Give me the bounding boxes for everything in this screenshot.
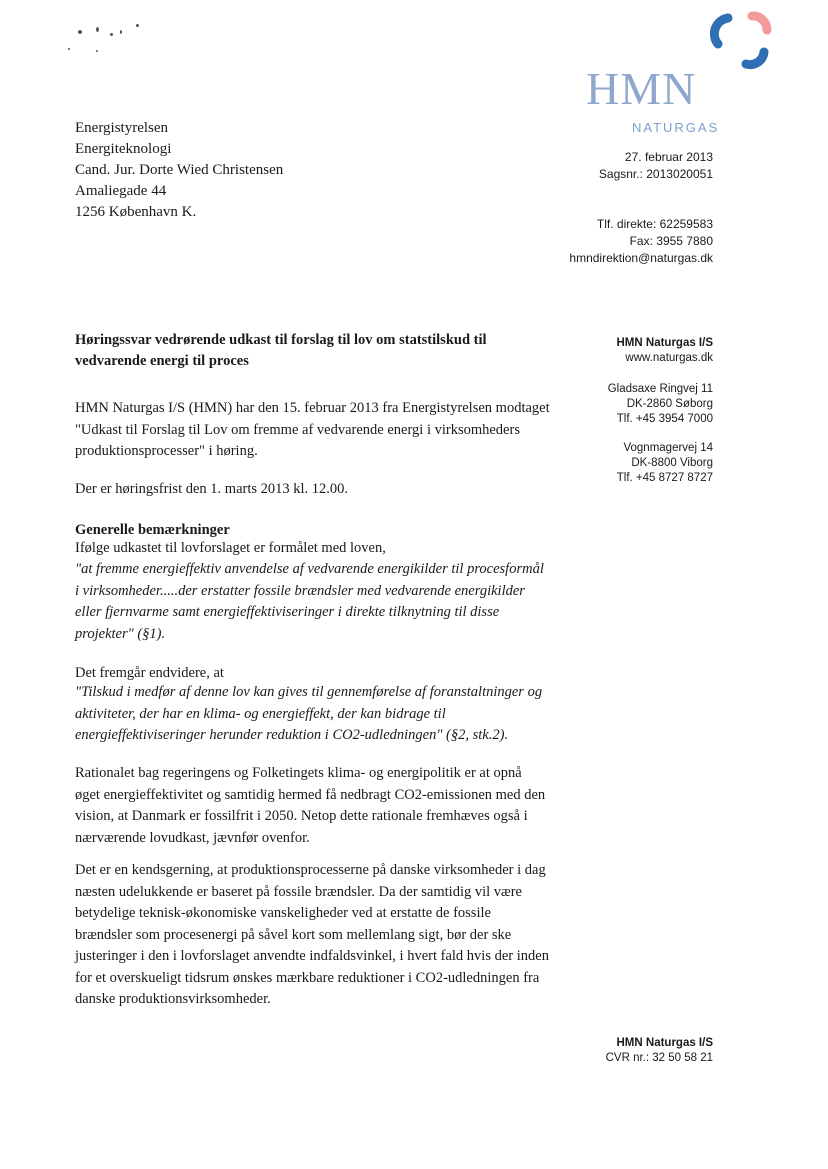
direct-phone: Tlf. direkte: 62259583: [596, 217, 713, 231]
body-paragraph: Det fremgår endvidere, at: [75, 665, 224, 681]
letter-date: 27. februar 2013: [624, 150, 713, 164]
recipient-line: Cand. Jur. Dorte Wied Christensen: [75, 162, 284, 178]
logo-subtitle: NATURGAS: [632, 120, 720, 135]
body-paragraph: Det er en kendsgerning, at produktionsprocesserne på danske virksomheder i dag næsten udelukkende er baseret på fossile brændsler. Da der samtidig vil være betydelige teknisk-økonomiske vanskeligheder ved at erstatte de fossile brændsler som procesenergi på såvel kort som mellemlang sigt, bør der ske justeringer i den i lovforslaget anvendte indfaldsvinkel, i hvert fald hvis der inden for et overskueligt tidsrum ønskes mærkbare reduktioner i CO2-udledningen fra danske produktionsvirksomheder.: [75, 862, 549, 1007]
body-paragraph: HMN Naturgas I/S (HMN) har den 15. februar 2013 fra Energistyrelsen modtaget "Udkast til Forslag til Lov om fremme af vedvarende energi i virksomheders produktionsprocesser" i høring.: [75, 400, 550, 459]
body-paragraph: Der er høringsfrist den 1. marts 2013 kl. 12.00.: [75, 481, 349, 497]
sidebar-address-viborg: [617, 441, 713, 486]
address-line: Vognmagervej 14: [623, 442, 713, 454]
logo-mark-icon: [710, 10, 775, 72]
sidebar-address-soborg: [608, 382, 713, 427]
section-heading: Generelle bemærkninger: [75, 522, 230, 538]
logo-wordmark: HMN: [586, 63, 697, 114]
recipient-line: Amaliegade 44: [75, 183, 167, 199]
address-line: DK-8800 Viborg: [631, 457, 713, 469]
quote-paragraph: "Tilskud i medfør af denne lov kan gives til gennemførelse af foranstaltninger og aktiviteter, der har en klima- og energieffekt, der kan bidrage til energieffektiviseringer herunder reduktion i CO2-udledningen" (§2, stk.2).: [75, 684, 543, 743]
footer-company: HMN Naturgas I/S: [616, 1037, 713, 1049]
recipient-line: 1256 København K.: [75, 204, 197, 220]
address-line: Gladsaxe Ringvej 11: [607, 383, 713, 395]
sidebar-company: [617, 336, 714, 366]
body-paragraph: Rationalet bag regeringens og Folketingets klima- og energipolitik er at opnå øget energieffektivitet og samtidig hermed få nedbragt CO2-emissionen med den vision, at Danmark er fossilfrit i 2050. Netop dette rationale fremhæves også i nærværende lovudkast, jævnfør ovenfor.: [75, 765, 546, 846]
footer: [606, 1036, 713, 1066]
email-address[interactable]: hmndirektion@naturgas.dk: [569, 251, 713, 265]
sidebar-company-name: HMN Naturgas I/S: [616, 337, 713, 349]
sidebar-website[interactable]: www.naturgas.dk: [625, 352, 713, 364]
body-paragraph: Ifølge udkastet til lovforslaget er formålet med loven,: [75, 540, 386, 556]
address-line: Tlf. +45 8727 8727: [616, 472, 713, 484]
footer-cvr: CVR nr.: 32 50 58 21: [605, 1052, 713, 1064]
fax-number: Fax: 3955 7880: [629, 234, 713, 248]
address-line: Tlf. +45 3954 7000: [616, 413, 713, 425]
letter-subject: Høringssvar vedrørende udkast til forslag til lov om statstilskud til vedvarende energi til proces: [75, 332, 487, 369]
recipient-line: Energistyrelsen: [75, 120, 169, 136]
recipient-line: Energiteknologi: [75, 141, 172, 157]
company-logo: [560, 10, 780, 140]
address-line: DK-2860 Søborg: [626, 398, 713, 410]
recipient-address: [75, 118, 283, 223]
case-number: Sagsnr.: 2013020051: [598, 167, 713, 181]
quote-paragraph: "at fremme energieffektiv anvendelse af vedvarende energikilder til procesformål i virksomheder.....der erstatter fossile brændsler med vedvarende energikilder eller fjernvarme samt energieffektiviseringer i direkte tilknytning til disse projekter" (§1).: [75, 561, 544, 642]
